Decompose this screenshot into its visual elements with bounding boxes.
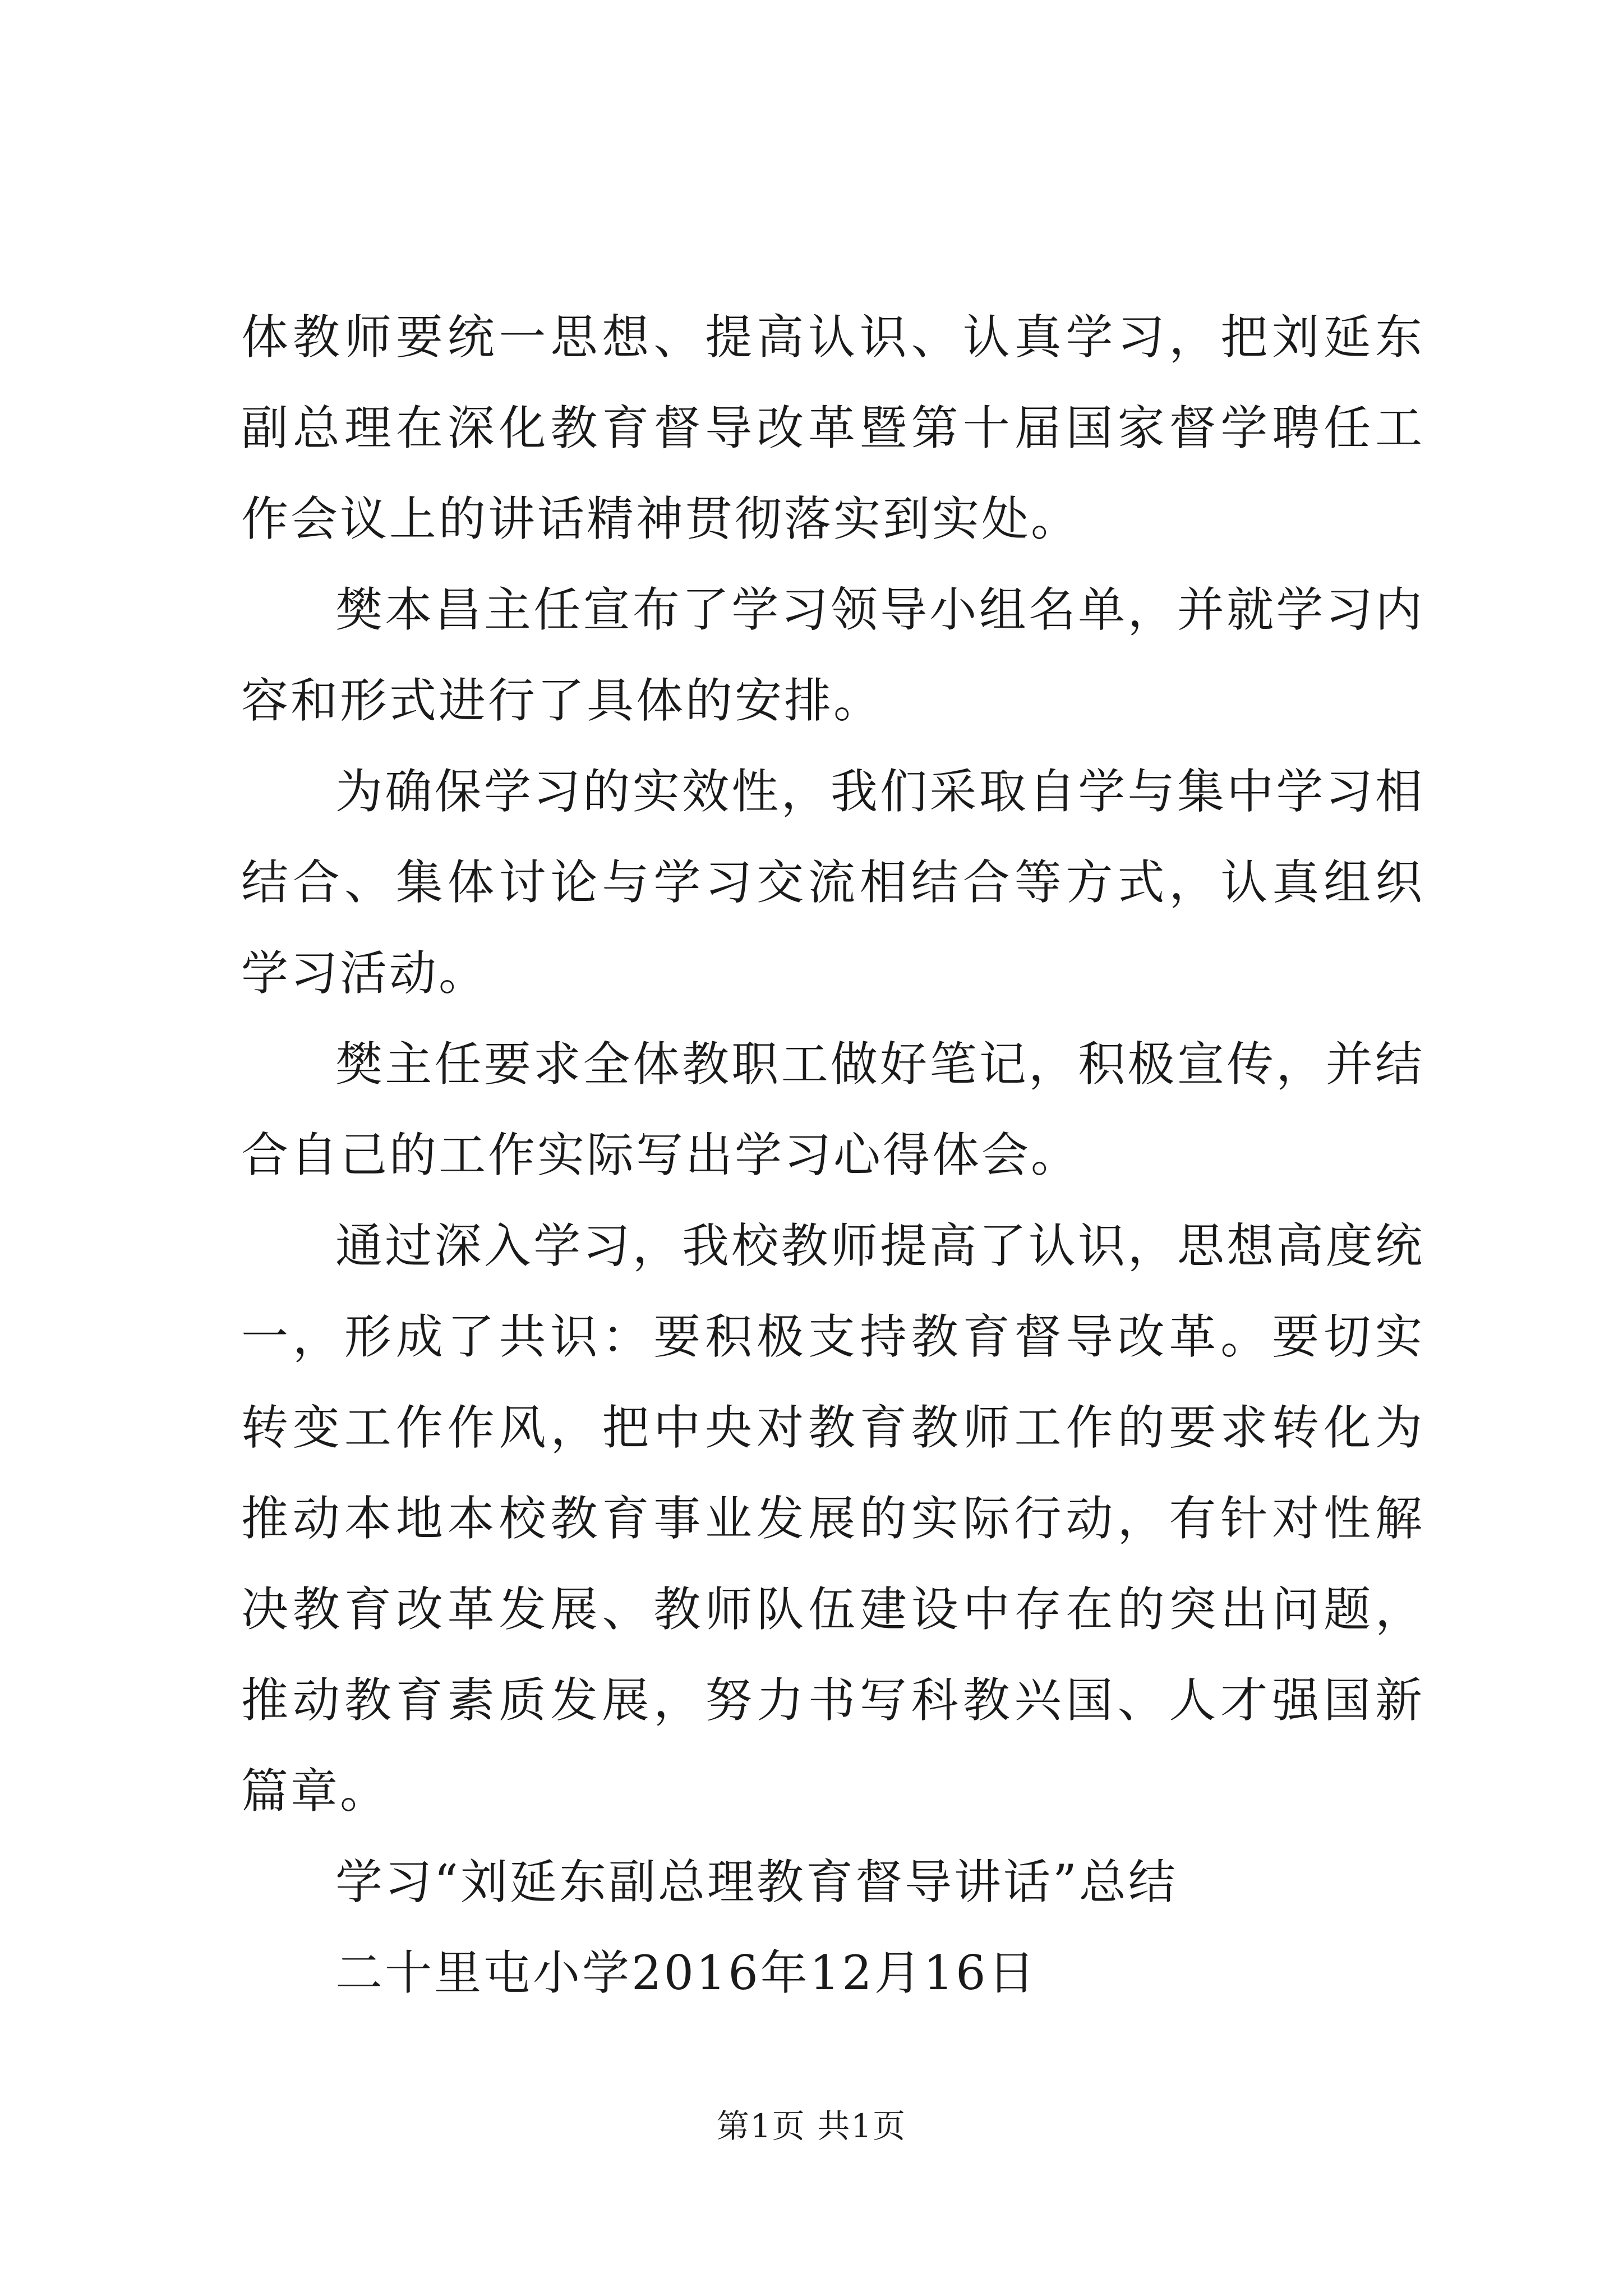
summary-title-line: 学习“刘延东副总理教育督导讲话”总结 [335, 1855, 1178, 1910]
document-body [241, 292, 1424, 2018]
signature-date-line: 二十里屯小学2016年12月16日 [335, 1945, 1038, 2000]
paragraph-1: 体教师要统一思想、提高认识、认真学习，把刘延东副总理在深化教育督导改革暨第十届国家督学聘任工作会议上的讲话精神贯彻落实到实处。 [241, 310, 1424, 546]
paragraph-4: 樊主任要求全体教职工做好笔记，积极宣传，并结合自己的工作实际写出学习心得体会。 [241, 1037, 1424, 1182]
paragraph-5: 通过深入学习，我校教师提高了认识，思想高度统一，形成了共识：要积极支持教育督导改革。要切实转变工作作风，把中央对教育教师工作的要求转化为推动本地本校教育事业发展的实际行动，有针对性解决教育改革发展、教师队伍建设中存在的突出问题，推动教育素质发展，努力书写科教兴国、人才强国新篇章。 [241, 1218, 1424, 1819]
page-footer: 第1页 共1页 [716, 2107, 907, 2145]
paragraph-2: 樊本昌主任宣布了学习领导小组名单，并就学习内容和形式进行了具体的安排。 [241, 582, 1424, 728]
paragraph-3: 为确保学习的实效性，我们采取自学与集中学习相结合、集体讨论与学习交流相结合等方式，认真组织学习活动。 [241, 764, 1424, 1001]
